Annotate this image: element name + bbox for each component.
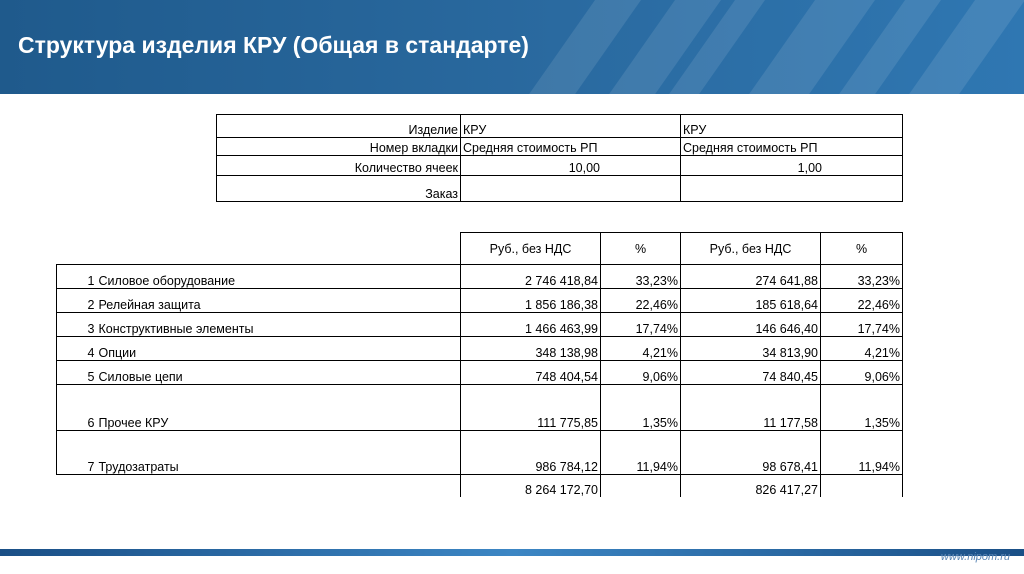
row-number: 4 [57,337,97,361]
total-rub-a: 8 264 172,70 [461,475,601,497]
total-rub-b: 826 417,27 [681,475,821,497]
info-value-a: Средняя стоимость РП [461,138,681,156]
row-rub-b: 146 646,40 [681,313,821,337]
row-pct-a: 1,35% [601,385,681,431]
row-rub-a: 348 138,98 [461,337,601,361]
table-row [57,265,903,289]
title-banner [0,0,1024,94]
row-name: Прочее КРУ [97,385,461,431]
row-number: 5 [57,361,97,385]
totals-row [57,475,903,497]
footer-divider [0,549,1024,556]
row-rub-a: 111 775,85 [461,385,601,431]
row-name: Трудозатраты [97,431,461,475]
info-label: Номер вкладки [217,138,461,156]
info-value-b: Средняя стоимость РП [681,138,903,156]
row-pct-a: 4,21% [601,337,681,361]
row-pct-b: 22,46% [821,289,903,313]
row-rub-a: 748 404,54 [461,361,601,385]
row-pct-b: 1,35% [821,385,903,431]
row-pct-b: 11,94% [821,431,903,475]
row-rub-a: 1 466 463,99 [461,313,601,337]
info-row-tab [217,138,903,156]
info-label: Изделие [217,115,461,138]
table-row [57,337,903,361]
info-label: Количество ячеек [217,156,461,176]
footer-url: www.nipom.ru [940,551,1010,563]
row-pct-b: 33,23% [821,265,903,289]
row-rub-b: 11 177,58 [681,385,821,431]
row-rub-a: 986 784,12 [461,431,601,475]
info-row-cells [217,156,903,176]
info-label: Заказ [217,176,461,202]
info-value-b [681,176,903,202]
row-pct-b: 4,21% [821,337,903,361]
table-row [57,431,903,475]
table-row [57,385,903,431]
row-rub-b: 34 813,90 [681,337,821,361]
product-info-table [216,114,903,202]
row-number: 7 [57,431,97,475]
table-row [57,313,903,337]
info-value-a: 10,00 [461,156,681,176]
info-row-order [217,176,903,202]
row-pct-a: 33,23% [601,265,681,289]
row-number: 3 [57,313,97,337]
row-pct-a: 11,94% [601,431,681,475]
row-name: Конструктивные элементы [97,313,461,337]
header-rub-a: Руб., без НДС [461,233,601,265]
row-number: 1 [57,265,97,289]
info-value-a: КРУ [461,115,681,138]
row-pct-b: 17,74% [821,313,903,337]
row-pct-b: 9,06% [821,361,903,385]
row-rub-a: 2 746 418,84 [461,265,601,289]
row-rub-b: 185 618,64 [681,289,821,313]
header-pct-b: % [821,233,903,265]
row-rub-b: 98 678,41 [681,431,821,475]
info-value-b: 1,00 [681,156,903,176]
row-name: Силовое оборудование [97,265,461,289]
row-name: Силовые цепи [97,361,461,385]
row-pct-a: 17,74% [601,313,681,337]
row-number: 6 [57,385,97,431]
info-value-b: КРУ [681,115,903,138]
table-row [57,289,903,313]
row-name: Опции [97,337,461,361]
row-pct-a: 9,06% [601,361,681,385]
table-header-row [57,233,903,265]
slide-title: Структура изделия КРУ (Общая в стандарте) [18,32,529,58]
row-rub-a: 1 856 186,38 [461,289,601,313]
row-name: Релейная защита [97,289,461,313]
info-value-a [461,176,681,202]
header-pct-a: % [601,233,681,265]
table-row [57,361,903,385]
row-rub-b: 274 641,88 [681,265,821,289]
cost-structure-table [56,232,903,497]
row-pct-a: 22,46% [601,289,681,313]
row-rub-b: 74 840,45 [681,361,821,385]
info-row-product [217,115,903,138]
row-number: 2 [57,289,97,313]
header-rub-b: Руб., без НДС [681,233,821,265]
